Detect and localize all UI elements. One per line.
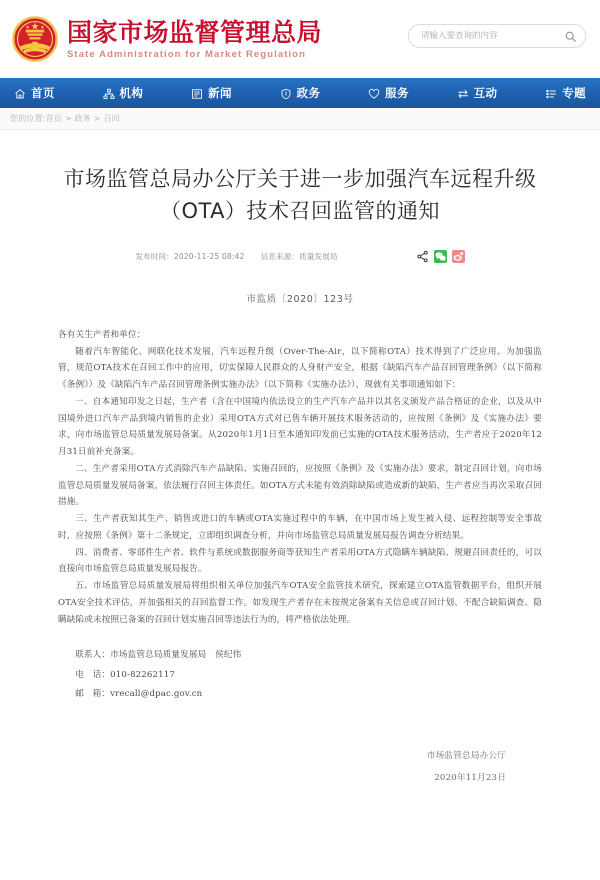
brand-text-group [67, 18, 322, 60]
article-paragraph-4: 三、生产者获知其生产、销售或进口的车辆或OTA实施过程中的车辆，在中国市场上发生被入侵、远程控制等安全事故时，应按照《条例》第十二条规定，立即组织调查分析，并向市场监管总局质量发展局报告调查分析结果。 [58, 514, 542, 541]
document-number: 市监质〔2020〕123号 [246, 293, 354, 305]
nav-label-services: 服务 [385, 86, 409, 100]
search-box[interactable] [408, 24, 586, 48]
contact-block [58, 646, 542, 704]
article-paragraph-2: 一、自本通知印发之日起，生产者（含在中国境内依法设立的生产汽车产品并以其名义颁发产品合格证的企业，以及从中国境外进口汽车产品到境内销售的企业）采用OTA方式对已售车辆开展技术服务活动的，应按照《条例》及《实施办法》要求，向市场监管总局质量发展局备案。从2020年1月1日至本通知印发前已实施的OTA技术服务活动，生产者应于2020年12月31日前补充备案。 [58, 396, 542, 458]
nav-label-news: 新闻 [208, 86, 232, 100]
nav-item-news[interactable] [191, 85, 232, 101]
nav-item-government-affairs[interactable] [280, 85, 321, 101]
signature-block [58, 746, 542, 789]
nav-item-home[interactable] [14, 85, 55, 101]
page-title: 市场监管总局办公厅关于进一步加强汽车远程升级（OTA）技术召回监管的通知 [63, 167, 537, 223]
publish-time: 发布时间：2020-11-25 08:42 [135, 251, 245, 261]
shield-icon [280, 87, 292, 99]
breadcrumb[interactable] [0, 108, 600, 130]
nav-item-services[interactable] [368, 85, 409, 101]
nav-label-home: 首页 [31, 86, 55, 100]
signature-date: 2020年11月23日 [434, 772, 506, 783]
nav-label-topics: 专题 [562, 86, 586, 100]
article-meta [58, 250, 542, 263]
brand-title-cn: 国家市场监督管理总局 [67, 18, 323, 47]
site-brand[interactable] [12, 16, 322, 62]
brand-title-en: State Administration for Market Regulation [67, 49, 307, 60]
article-container [0, 130, 600, 789]
article-paragraph-6: 五、市场监管总局质量发展局将组织相关单位加强汽车OTA安全监管技术研究，探索建立OTA监管数据平台，组织开展OTA安全技术评估，并加强相关的召回监督工作。如发现生产者存在未按规定备案有关信息或召回计划、不配合缺陷调查、隐瞒缺陷或未按照已备案的召回计划实施召回等违法行为的，将严格依法处理。 [58, 581, 542, 625]
national-emblem-icon [12, 16, 58, 62]
nav-item-interaction[interactable] [457, 85, 498, 101]
wechat-icon[interactable] [434, 250, 447, 263]
information-source: 信息来源：质量发展局 [260, 251, 338, 261]
contact-email: 邮 箱：vrecall@dpac.gov.cn [75, 688, 203, 699]
contact-person: 联系人：市场监管总局质量发展局 侯纪伟 [75, 650, 242, 661]
share-group[interactable] [416, 250, 465, 263]
search-icon[interactable] [564, 30, 577, 43]
article-paragraph-5: 四、消费者、零部件生产者、软件与系统或数据服务商等获知生产者采用OTA方式隐瞒车辆缺陷、规避召回责任的，可以直接向市场监管总局质量发展局报告。 [58, 547, 542, 575]
nav-label-interaction: 互动 [473, 86, 498, 100]
share-icon[interactable] [416, 250, 429, 263]
search-input[interactable] [421, 31, 564, 41]
list-icon [545, 87, 557, 99]
nav-label-organization: 机构 [119, 86, 144, 100]
contact-phone: 电 话：010-82262117 [75, 669, 176, 680]
news-icon [191, 87, 203, 99]
article-paragraph-0: 各有关生产者和单位： [58, 329, 146, 340]
signature-office: 市场监管总局办公厅 [426, 751, 506, 762]
main-navigation[interactable] [0, 78, 600, 108]
article-paragraph-1: 随着汽车智能化、网联化技术发展，汽车远程升级（Over-The-Air，以下简称OTA）技术得到了广泛应用。为加强监管，规范OTA技术在召回工作中的应用，切实保障人民群众的人身财产安全，根据《缺陷汽车产品召回管理条例》（以下简称《条例》）及《缺陷汽车产品召回管理条例实施办法》（以下简称《实施办法》），现就有关事项通知如下： [58, 346, 542, 391]
org-chart-icon [103, 87, 115, 99]
home-icon [14, 87, 26, 99]
article-paragraph-3: 二、生产者采用OTA方式消除汽车产品缺陷、实施召回的，应按照《条例》及《实施办法》要求，制定召回计划，向市场监管总局质量发展局备案，依法履行召回主体责任。如OTA方式未能有效消除缺陷或造成新的缺陷，生产者应当再次采取召回措施。 [58, 463, 542, 508]
nav-label-government-affairs: 政务 [296, 86, 321, 100]
heart-icon [368, 87, 380, 99]
site-header [0, 0, 600, 78]
weibo-icon[interactable] [452, 250, 465, 263]
article-body [58, 327, 542, 629]
breadcrumb-text: 您的位置:首页 > 政务 > 召回 [10, 114, 120, 123]
nav-item-topics[interactable] [545, 85, 586, 101]
exchange-arrows-icon [457, 87, 469, 99]
nav-item-organization[interactable] [103, 85, 144, 101]
